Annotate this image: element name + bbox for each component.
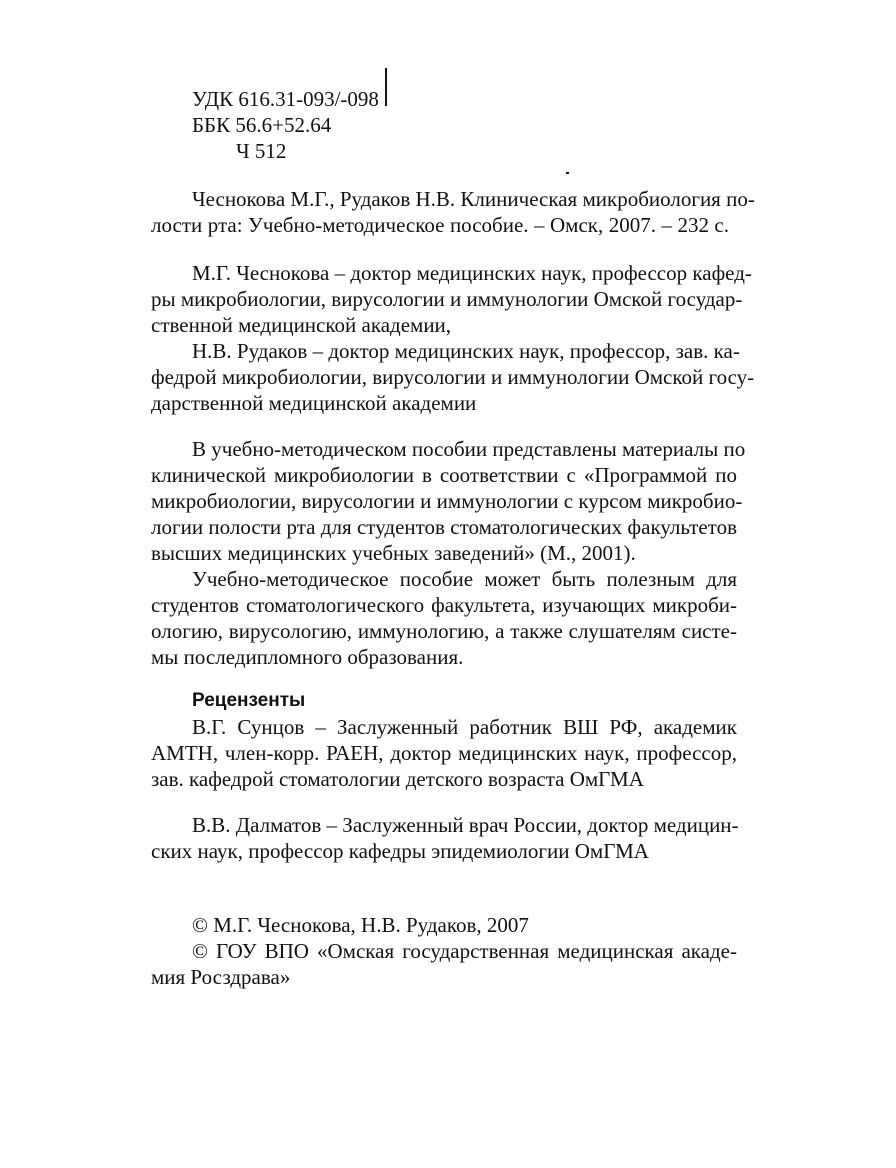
scan-mark bbox=[385, 68, 387, 106]
citation-line: Чеснокова М.Г., Рудаков Н.В. Клиническая микробиология по- bbox=[192, 187, 755, 211]
bbk-code: ББК 56.6+52.64 bbox=[192, 113, 332, 137]
citation-line: лости рта: Учебно-методическое пособие. – Омск, 2007. – 232 с. bbox=[151, 213, 729, 237]
authors-line: ры микробиологии, вирусологии и иммунологии Омской государ- bbox=[151, 287, 743, 311]
abstract-line: логии полости рта для студентов стоматологических факультетов bbox=[151, 515, 737, 539]
copyright-line: мия Росздрава» bbox=[151, 965, 291, 989]
reviewer-line: ских наук, профессор кафедры эпидемиологии ОмГМА bbox=[151, 839, 649, 863]
copyright-line: © М.Г. Чеснокова, Н.В. Рудаков, 2007 bbox=[192, 913, 529, 937]
authors-line: Н.В. Рудаков – доктор медицинских наук, профессор, зав. ка- bbox=[192, 339, 740, 363]
reviewer-line: В.В. Далматов – Заслуженный врач России, доктор медицин- bbox=[192, 813, 739, 837]
copyright-line: © ГОУ ВПО «Омская государственная медицинская акаде- bbox=[192, 939, 737, 963]
udk-code: УДК 616.31-093/-098 bbox=[192, 87, 379, 111]
abstract-line: ологию, вирусологию, иммунологию, а также слушателям систе- bbox=[151, 619, 737, 643]
reviewers-heading: Рецензенты bbox=[192, 690, 306, 711]
reviewer-line: АМТН, член-корр. РАЕН, доктор медицинских наук, профессор, bbox=[151, 741, 737, 765]
abstract-line: микробиологии, вирусологии и иммунологии с курсом микробио- bbox=[151, 489, 743, 513]
authors-line: дарственной медицинской академии bbox=[151, 391, 477, 415]
abstract-line: Учебно-методическое пособие может быть полезным для bbox=[192, 567, 737, 591]
authors-line: федрой микробиологии, вирусологии и иммунологии Омской госу- bbox=[151, 365, 755, 389]
reviewer-line: В.Г. Сунцов – Заслуженный работник ВШ РФ, академик bbox=[192, 715, 737, 739]
abstract-line: клинической микробиологии в соответствии с «Программой по bbox=[151, 463, 737, 487]
abstract-line: студентов стоматологического факультета, изучающих микроби- bbox=[151, 593, 737, 617]
scan-dot bbox=[566, 172, 569, 174]
abstract-line: мы последипломного образования. bbox=[151, 645, 464, 669]
authors-line: ственной медицинской академии, bbox=[151, 313, 452, 337]
author-mark: Ч 512 bbox=[236, 139, 287, 163]
abstract-line: высших медицинских учебных заведений» (М., 2001). bbox=[151, 541, 636, 565]
authors-line: М.Г. Чеснокова – доктор медицинских наук, профессор кафед- bbox=[192, 261, 752, 285]
abstract-line: В учебно-методическом пособии представлены материалы по bbox=[192, 437, 746, 461]
reviewer-line: зав. кафедрой стоматологии детского возраста ОмГМА bbox=[151, 767, 644, 791]
